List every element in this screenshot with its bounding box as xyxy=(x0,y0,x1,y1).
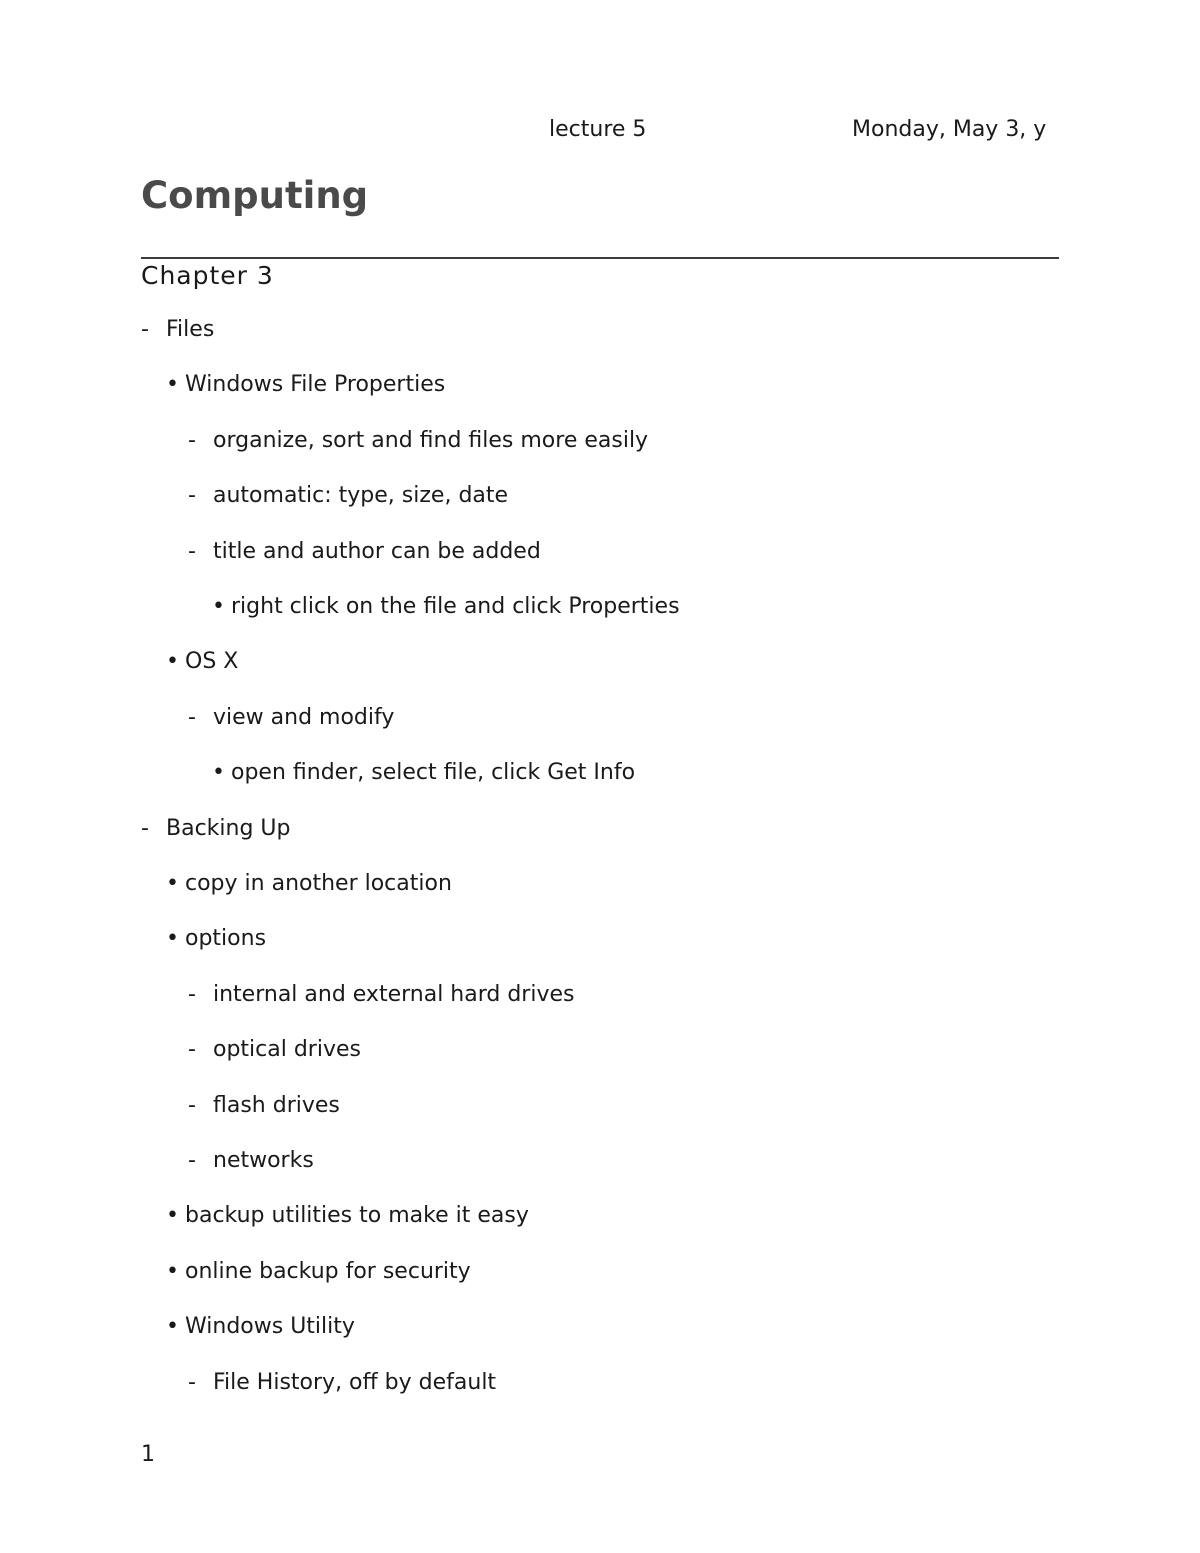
page-number: 1 xyxy=(141,1442,155,1467)
outline-item xyxy=(188,704,394,732)
dash-marker: - xyxy=(141,816,149,841)
outline-item xyxy=(166,371,445,399)
dash-marker: - xyxy=(188,1370,196,1395)
outline-item-text: copy in another location xyxy=(185,871,452,896)
outline-item-text: right click on the file and click Properties xyxy=(231,594,680,619)
outline-item-text: options xyxy=(185,926,267,951)
outline-item-text: Files xyxy=(166,317,215,342)
bullet-marker: • xyxy=(166,1314,179,1339)
dash-marker: - xyxy=(188,539,196,564)
bullet-marker: • xyxy=(166,372,179,397)
outline-item xyxy=(188,1147,314,1175)
document-title: Computing xyxy=(141,174,369,217)
outline-item-text: Backing Up xyxy=(166,816,291,841)
title-divider xyxy=(141,257,1059,259)
outline-item-text: internal and external hard drives xyxy=(213,982,575,1007)
outline-item-text: open finder, select file, click Get Info xyxy=(231,760,636,785)
bullet-marker: • xyxy=(166,1259,179,1284)
dash-marker: - xyxy=(188,1148,196,1173)
outline-item-text: optical drives xyxy=(213,1037,361,1062)
outline-item xyxy=(166,1313,355,1341)
header-date: Monday, May 3, y xyxy=(852,117,1047,142)
bullet-marker: • xyxy=(166,871,179,896)
outline-item-text: flash drives xyxy=(213,1093,340,1118)
bullet-marker: • xyxy=(212,760,225,785)
outline-item xyxy=(188,482,508,510)
outline-item xyxy=(166,1258,471,1286)
outline-item-text: File History, off by default xyxy=(213,1370,497,1395)
outline-item xyxy=(212,759,635,787)
outline-item xyxy=(141,316,214,344)
outline-item xyxy=(188,1036,361,1064)
bullet-marker: • xyxy=(212,594,225,619)
outline-item xyxy=(188,1369,496,1397)
dash-marker: - xyxy=(141,317,149,342)
outline-item xyxy=(188,981,575,1009)
dash-marker: - xyxy=(188,1093,196,1118)
dash-marker: - xyxy=(188,1037,196,1062)
dash-marker: - xyxy=(188,428,196,453)
outline-item-text: automatic: type, size, date xyxy=(213,483,509,508)
header-lecture: lecture 5 xyxy=(549,117,647,142)
dash-marker: - xyxy=(188,982,196,1007)
chapter-heading: Chapter 3 xyxy=(141,261,274,290)
outline-item xyxy=(166,925,266,953)
outline-item-text: OS X xyxy=(185,649,239,674)
outline-item xyxy=(188,427,648,455)
outline-item-text: Windows File Properties xyxy=(185,372,446,397)
outline-item-text: title and author can be added xyxy=(213,539,541,564)
bullet-marker: • xyxy=(166,649,179,674)
outline-item-text: networks xyxy=(213,1148,314,1173)
dash-marker: - xyxy=(188,705,196,730)
bullet-marker: • xyxy=(166,1203,179,1228)
outline-item xyxy=(166,870,452,898)
outline-item xyxy=(188,1092,340,1120)
bullet-marker: • xyxy=(166,926,179,951)
outline-item xyxy=(188,538,541,566)
outline-item-text: online backup for security xyxy=(185,1259,471,1284)
outline-item xyxy=(166,1202,529,1230)
outline-item-text: backup utilities to make it easy xyxy=(185,1203,529,1228)
outline-item-text: organize, sort and find files more easily xyxy=(213,428,649,453)
outline-item xyxy=(212,593,680,621)
outline-item-text: Windows Utility xyxy=(185,1314,355,1339)
outline-item xyxy=(166,648,238,676)
dash-marker: - xyxy=(188,483,196,508)
outline-item-text: view and modify xyxy=(213,705,395,730)
outline-item xyxy=(141,815,291,843)
